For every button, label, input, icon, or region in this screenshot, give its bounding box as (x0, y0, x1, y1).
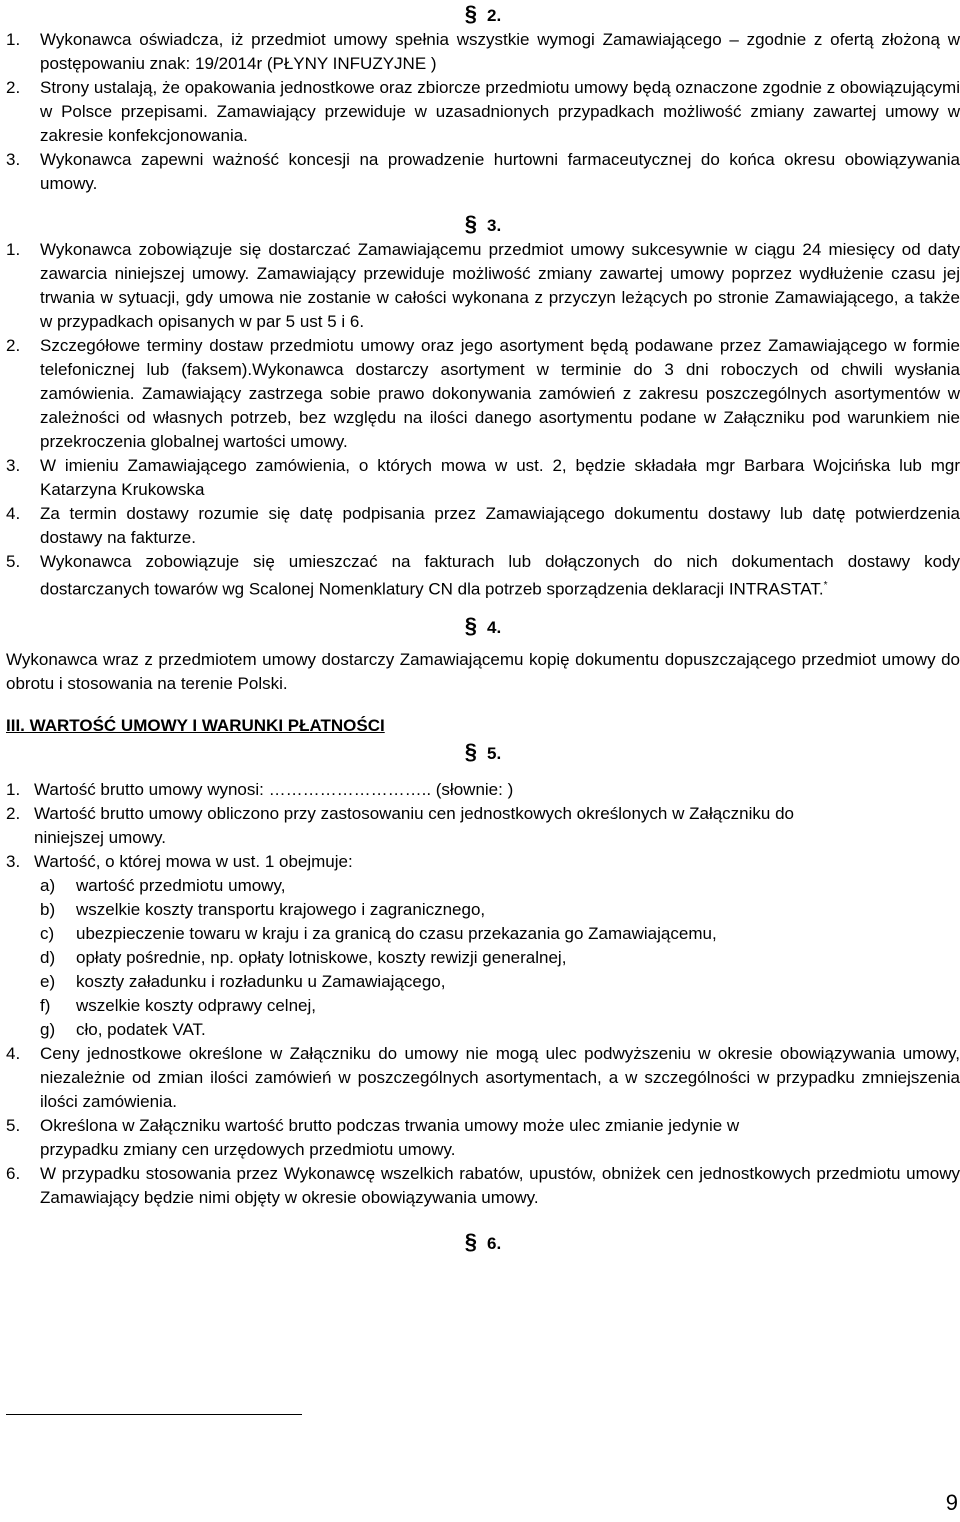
s2-item-1 (6, 28, 960, 76)
s3-item-4 (6, 502, 960, 550)
s4-text: Wykonawca wraz z przedmiotem umowy dostarczy Zamawiającemu kopię dokumentu dopuszczającego przedmiot umowy do obrotu i stosowania na terenie Polski. (6, 649, 960, 693)
s5-sub-e (6, 970, 960, 994)
s5-item-3 (6, 850, 960, 874)
section-header-4 (6, 612, 960, 640)
s5-item-6 (6, 1162, 960, 1210)
sub-text: opłaty pośrednie, np. opłaty lotniskowe, koszty rewizji generalnej, (76, 947, 567, 967)
sub-letter: b) (40, 899, 56, 919)
item-number: 1. (6, 779, 21, 799)
s5-sub-d (6, 946, 960, 970)
item-text: Wartość brutto umowy obliczono przy zastosowaniu cen jednostkowych określonych w Załączniku do niniejszej umowy. (34, 803, 794, 847)
item-text: Wartość, o której mowa w ust. 1 obejmuje: (34, 851, 353, 871)
item-text: Wartość brutto umowy wynosi: ……………………….. (słownie: ) (34, 779, 514, 799)
item-text: Wykonawca zapewni ważność koncesji na prowadzenie hurtowni farmaceutycznej do końca okresu obowiązywania umowy. (40, 150, 960, 193)
s3-item-1 (6, 238, 960, 334)
sub-text: wszelkie koszty odprawy celnej, (76, 995, 316, 1015)
sub-letter: e) (40, 971, 56, 991)
paragraph-symbol: § (464, 1228, 478, 1254)
s5-item-4 (6, 1042, 960, 1114)
section-header-5 (6, 738, 960, 766)
item-text: Wykonawca zobowiązuje się umieszczać na fakturach lub dołączonych do nich dokumentach dostawy kody dostarczanych towarów wg Scalonej Nomenklatury CN dla potrzeb sporządzenia deklaracji INTRASTAT. (40, 552, 960, 599)
sub-text: ubezpieczenie towaru w kraju i za granicą do czasu przekazania go Zamawiającemu, (76, 923, 717, 943)
section-header-3 (6, 210, 960, 238)
item-text: Strony ustalają, że opakowania jednostkowe oraz zbiorcze przedmiotu umowy będą oznaczone zgodnie z obowiązującymi w Polsce przepisami. Zamawiający przewiduje w uzasadnionych przypadkach możliwość zmiany zawartej umowy w zakresie konfekcjonowania. (40, 78, 960, 145)
s5-item-5 (6, 1114, 960, 1162)
s5-sub-c (6, 922, 960, 946)
item-number: 3. (6, 851, 21, 871)
sub-text: wszelkie koszty transportu krajowego i zagranicznego, (76, 899, 486, 919)
s3-item-3 (6, 454, 960, 502)
item-number: 5. (6, 1115, 21, 1135)
s5-sub-b (6, 898, 960, 922)
item-number: 1. (6, 240, 21, 259)
sub-letter: d) (40, 947, 56, 967)
item-number: 2. (6, 336, 21, 355)
item-number: 4. (6, 1043, 21, 1063)
item-text: Określona w Załączniku wartość brutto podczas trwania umowy może ulec zmianie jedynie w przypadku zmiany cen urzędowych przedmiotu umowy. (40, 1115, 740, 1159)
paragraph-symbol: § (464, 612, 478, 638)
footnote-mark: * (823, 580, 828, 591)
sub-text: cło, podatek VAT. (76, 1019, 206, 1039)
section-number: 6. (487, 1233, 502, 1253)
section-header-2 (6, 0, 960, 28)
section-number: 3. (487, 216, 502, 235)
sub-letter: g) (40, 1019, 56, 1039)
sub-letter: f) (40, 995, 51, 1015)
s5-sub-f (6, 994, 960, 1018)
page-number: 9 (945, 1490, 958, 1515)
s2-item-3 (6, 148, 960, 196)
s3-item-2 (6, 334, 960, 454)
section-number: 4. (487, 617, 502, 637)
section-number: 2. (487, 6, 502, 25)
item-text: W przypadku stosowania przez Wykonawcę wszelkich rabatów, upustów, obniżek cen jednostkowych przedmiotu umowy Zamawiający będzie nimi objęty w okresie obowiązywania umowy. (40, 1163, 960, 1207)
item-number: 2. (6, 803, 21, 823)
item-text: Szczegółowe terminy dostaw przedmiotu umowy oraz jego asortyment będą podawane przez Zamawiającego w formie telefonicznej lub (faksem).Wykonawca dostarczy asortyment w terminie do 3 dni roboczych od chwili wysłania zamówienia. Zamawiający zastrzega sobie prawo dokonywania zamówień z zakresu poszczególnych asortymentów w zależności od własnych potrzeb, bez względu na ilości danego asortymentu podane w Załączniku pod warunkiem nie przekroczenia globalnej wartości umowy. (40, 336, 960, 451)
sub-letter: c) (40, 923, 55, 943)
sub-letter: a) (40, 875, 56, 895)
sub-text: wartość przedmiotu umowy, (76, 875, 286, 895)
item-number: 5. (6, 552, 21, 571)
item-text: Za termin dostawy rozumie się datę podpisania przez Zamawiającego dokumentu dostawy lub datę potwierdzenia dostawy na fakturze. (40, 504, 960, 547)
item-text: Wykonawca zobowiązuje się dostarczać Zamawiającemu przedmiot umowy sukcesywnie w ciągu 24 miesięcy od daty zawarcia niniejszej umowy. Zamawiający przewiduje możliwość zmiany zawartej umowy poprzez wydłużenie czasu jej trwania w sytuacji, gdy umowa nie zostanie w całości wykonana z przyczyn leżących po stronie Zamawiającego, a także w przypadkach opisanych w par 5 ust 5 i 6. (40, 240, 960, 331)
paragraph-symbol: § (464, 738, 478, 764)
document-page (6, 0, 960, 1256)
item-number: 2. (6, 78, 21, 97)
s5-sub-a (6, 874, 960, 898)
footnote-separator (6, 1414, 302, 1415)
s3-item-5 (6, 550, 960, 602)
item-number: 3. (6, 150, 21, 169)
section-title-iii: III. WARTOŚĆ UMOWY I WARUNKI PŁATNOŚCI (6, 715, 385, 735)
item-number: 3. (6, 456, 21, 475)
item-number: 4. (6, 504, 21, 523)
item-number: 1. (6, 30, 21, 49)
section-header-6 (6, 1228, 960, 1256)
paragraph-symbol: § (464, 1, 478, 26)
item-text: Ceny jednostkowe określone w Załączniku do umowy nie mogą ulec podwyższeniu w okresie obowiązywania umowy, niezależnie od zmian ilości zamówień w poszczególnych asortymentach, a w szczególności w przypadku zmniejszenia ilości zamówienia. (40, 1043, 960, 1111)
paragraph-symbol: § (464, 211, 478, 236)
s5-item-1 (6, 778, 960, 802)
s5-sub-g (6, 1018, 960, 1042)
s2-item-2 (6, 76, 960, 148)
item-number: 6. (6, 1163, 21, 1183)
item-text: Wykonawca oświadcza, iż przedmiot umowy spełnia wszystkie wymogi Zamawiającego – zgodnie z ofertą złożoną w postępowaniu znak: 19/2014r (PŁYNY INFUZYJNE ) (40, 30, 960, 73)
sub-text: koszty załadunku i rozładunku u Zamawiającego, (76, 971, 446, 991)
item-text: W imieniu Zamawiającego zamówienia, o których mowa w ust. 2, będzie składała mgr Barbara Wojcińska lub mgr Katarzyna Krukowska (40, 456, 960, 499)
s5-item-2 (6, 802, 960, 850)
section-number: 5. (487, 743, 502, 763)
